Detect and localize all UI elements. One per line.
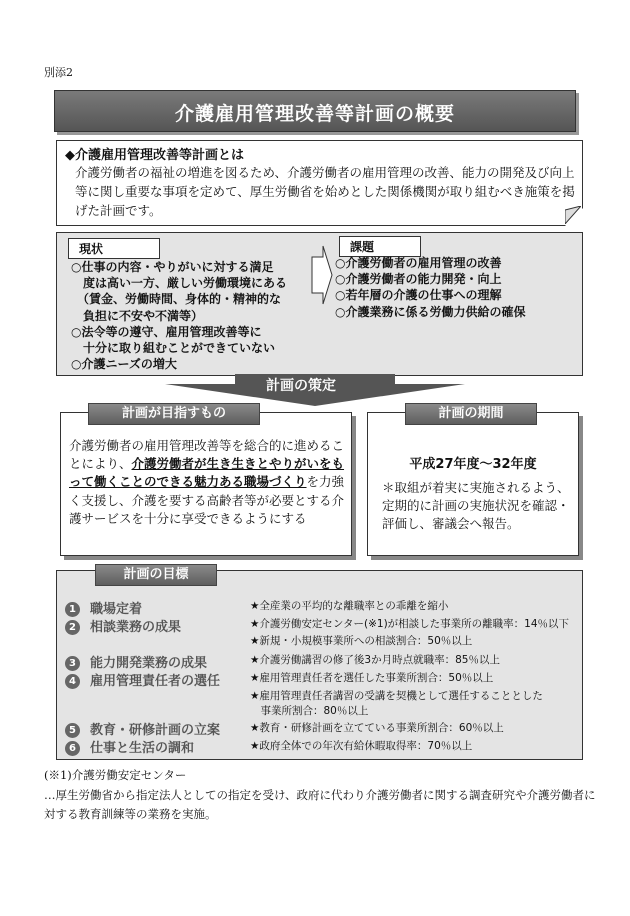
issues-list: [335, 255, 579, 320]
list-item: ○法令等の遵守、雇用管理改善等に: [71, 324, 262, 339]
list-item: 負担に不安や不満等）: [71, 308, 204, 323]
goal-name: 3 能力開発業務の成果: [65, 652, 207, 671]
page-title: 介護雇用管理改善等計画の概要: [174, 103, 455, 125]
goal-item: ★政府全体での年次有給休暇取得率：70％以上: [250, 740, 473, 752]
aim-box: [60, 412, 352, 556]
goal-name: 2 相談業務の成果: [65, 616, 181, 635]
goal-item: ★雇用管理責任者を選任した事業所割合：50％以上: [250, 672, 494, 684]
goals-label: 計画の目標: [95, 564, 217, 586]
list-item: ○介護業務に係る労働力供給の確保: [335, 304, 526, 319]
goal-name: 1 職場定着: [65, 598, 142, 617]
title-bar: [54, 90, 576, 132]
number-badge-icon: 3: [65, 656, 80, 671]
goal-name: 5 教育・研修計画の立案: [65, 719, 220, 738]
period-note: ＊取組が着実に実施されるよう、定期的に計画の実施状況を確認・評価し、審議会へ報告。: [382, 480, 570, 531]
list-item: ○介護ニーズの増大: [71, 357, 177, 372]
status-section: [56, 232, 583, 376]
arrow-right-icon: [311, 245, 333, 305]
list-item: ○仕事の内容・やりがいに対する満足: [71, 260, 274, 274]
list-item: ○介護労働者の雇用管理の改善: [335, 256, 502, 270]
goals-section: [56, 570, 583, 760]
current-list: [71, 259, 315, 372]
aim-label: 計画が目指すもの: [88, 403, 260, 425]
list-item: ○若年層の介護の仕事への理解: [335, 288, 502, 303]
footnote-body: …厚生労働省から指定法人としての指定を受け、政府に代わり介護労働者に関する調査研究や介護労働者に対する教育訓練等の業務を実施。: [44, 788, 596, 821]
goal-item: ★介護労働安定センター(※1)が相談した事業所の離職率：14％以下: [250, 618, 570, 630]
definition-heading: ◆介護雇用管理改善等計画とは: [65, 148, 244, 163]
number-badge-icon: 5: [65, 723, 80, 738]
goal-item: ★雇用管理責任者講習の受講を契機として選任することとした: [250, 690, 543, 702]
goal-name: 4 雇用管理責任者の選任: [65, 670, 220, 689]
number-badge-icon: 1: [65, 602, 80, 617]
definition-box: [56, 140, 583, 226]
aim-body: [69, 437, 345, 528]
aim-text: 介護労働者の雇用管理改善等を総合的に進めることにより、: [69, 438, 345, 472]
issues-label: 課題: [339, 236, 421, 257]
goal-item: ★新規・小規模事業所への相談割合：50％以上: [250, 635, 473, 647]
banner-label: 計画の策定: [266, 378, 336, 394]
goal-item: ★全産業の平均的な離職率との乖離を縮小: [250, 600, 449, 612]
annex-label: 別添2: [44, 66, 73, 79]
list-item: 度は高い一方、厳しい労働環境にある: [71, 276, 288, 291]
page-fold-icon: [565, 206, 581, 224]
goal-name: 6 仕事と生活の調和: [65, 737, 194, 756]
aim-underline-text: 介護労働者が生き生きとやりがいをもって働くことのできる魅力ある職場づくり: [69, 456, 345, 490]
goal-item: 事業所割合：80％以上: [250, 705, 369, 717]
list-item: （賃金、労働時間、身体的・精神的な: [71, 292, 282, 307]
aim-text: を力強く支援し、介護を要する高齢者等が必要とする介護サービスを十分に享受できるようにする: [69, 474, 345, 526]
goal-item: ★介護労働講習の修了後3か月時点就職率：85％以上: [250, 654, 500, 666]
definition-body: 介護労働者の福祉の増進を図るため、介護労働者の雇用管理の改善、能力の開発及び向上等に関し重要な事項を定めて、厚生労働省を始めとした関係機関が取り組むべき施策を掲げた計画です。: [75, 165, 575, 218]
goal-item: ★教育・研修計画を立てている事業所割合：60％以上: [250, 722, 504, 734]
number-badge-icon: 6: [65, 741, 80, 756]
period-box: [367, 412, 579, 556]
number-badge-icon: 4: [65, 674, 80, 689]
number-badge-icon: 2: [65, 620, 80, 635]
footnote-title: (※1)介護労働安定センター: [44, 768, 187, 782]
period-label: 計画の期間: [405, 403, 537, 425]
list-item: 十分に取り組むことができていない: [71, 341, 276, 356]
current-label: 現状: [68, 238, 160, 259]
list-item: ○介護労働者の能力開発・向上: [335, 272, 502, 287]
period-range: 平成27年度～32年度: [409, 457, 537, 472]
